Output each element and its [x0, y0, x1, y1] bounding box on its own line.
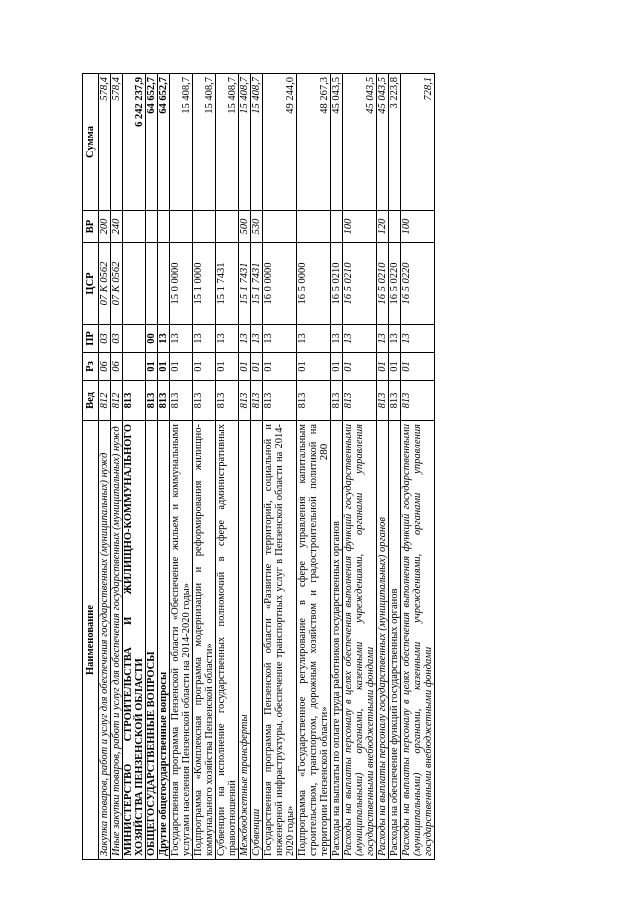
table-row	[343, 74, 377, 860]
cell-ved: 813	[297, 381, 331, 421]
table-row	[331, 74, 343, 860]
cell-csr: 15 1 7431	[216, 243, 239, 325]
cell-rz: 01	[193, 353, 216, 381]
cell-sum: 3 223,8	[389, 74, 401, 211]
table-row	[263, 74, 297, 860]
cell-sum: 6 242 237,9	[123, 74, 146, 211]
cell-csr: 16 5 0220	[389, 243, 401, 325]
table-row	[111, 74, 123, 860]
cell-rz: 06	[111, 353, 123, 381]
cell-ved: 813	[193, 381, 216, 421]
cell-sum: 48 267,3	[297, 74, 331, 211]
header-pr: ПР	[83, 325, 99, 353]
cell-ved: 813	[263, 381, 297, 421]
cell-vr: 500	[239, 211, 251, 243]
table-row	[158, 74, 170, 860]
table-row	[251, 74, 263, 860]
cell-sum: 64 652,7	[146, 74, 158, 211]
cell-vr	[123, 211, 146, 243]
cell-rz: 01	[297, 353, 331, 381]
cell-name: Расходы на обеспечение функций государственных органов	[389, 421, 401, 860]
cell-pr: 00	[146, 325, 158, 353]
cell-vr: 120	[377, 211, 389, 243]
table-row	[193, 74, 216, 860]
page-number: 280	[318, 443, 330, 461]
cell-pr: 13	[251, 325, 263, 353]
cell-sum: 45 043,5	[343, 74, 377, 211]
cell-pr: 13	[263, 325, 297, 353]
cell-pr	[123, 325, 146, 353]
table-row	[99, 74, 111, 860]
cell-pr: 03	[99, 325, 111, 353]
table-header-row	[83, 74, 99, 860]
table-row	[239, 74, 251, 860]
header-ved: Вед	[83, 381, 99, 421]
cell-csr	[146, 243, 158, 325]
cell-ved: 813	[377, 381, 389, 421]
cell-name: Расходы на выплаты персоналу в целях обеспечения выполнения функций государственными (муниципальными) органами, казенными учреждениями, органами управления государственными внебюджетными фондами	[343, 421, 377, 860]
cell-csr: 15 1 7431	[239, 243, 251, 325]
cell-name: Государственная программа Пензенской области «Обеспечение жильем и коммунальными услугами населения Пензенской области на 2014-2020 годы»	[170, 421, 193, 860]
rotated-table-wrapper	[82, 74, 622, 860]
table-row	[389, 74, 401, 860]
cell-sum: 728,1	[401, 74, 435, 211]
cell-name: Расходы на выплаты персоналу государственных (муниципальных) органов	[377, 421, 389, 860]
cell-pr: 13	[239, 325, 251, 353]
cell-sum: 578,4	[111, 74, 123, 211]
cell-rz: 01	[158, 353, 170, 381]
cell-ved: 813	[401, 381, 435, 421]
cell-pr: 13	[170, 325, 193, 353]
cell-pr: 03	[111, 325, 123, 353]
cell-pr: 13	[401, 325, 435, 353]
cell-ved: 813	[146, 381, 158, 421]
cell-csr: 07 К 0562	[111, 243, 123, 325]
table-row	[401, 74, 435, 860]
cell-vr: 100	[343, 211, 377, 243]
cell-rz: 01	[251, 353, 263, 381]
cell-ved: 812	[99, 381, 111, 421]
cell-ved: 813	[216, 381, 239, 421]
cell-ved: 813	[389, 381, 401, 421]
table-row	[216, 74, 239, 860]
cell-csr: 15 1 7431	[251, 243, 263, 325]
cell-ved: 813	[251, 381, 263, 421]
cell-name: Подпрограмма «Государственное регулирование в сфере управления капитальным строительством, транспортом, дорожным хозяйством и градостроительной политикой на территории Пензенской области»	[297, 421, 331, 860]
cell-vr	[146, 211, 158, 243]
cell-csr: 16 5 0210	[377, 243, 389, 325]
cell-pr: 13	[297, 325, 331, 353]
cell-csr	[123, 243, 146, 325]
cell-vr: 240	[111, 211, 123, 243]
cell-csr: 15 0 0000	[170, 243, 193, 325]
cell-csr: 16 5 0210	[331, 243, 343, 325]
cell-vr: 530	[251, 211, 263, 243]
table-row	[377, 74, 389, 860]
cell-rz: 01	[343, 353, 377, 381]
cell-ved: 813	[123, 381, 146, 421]
cell-pr: 13	[216, 325, 239, 353]
cell-pr: 13	[389, 325, 401, 353]
cell-rz: 01	[263, 353, 297, 381]
cell-vr	[170, 211, 193, 243]
cell-rz: 01	[216, 353, 239, 381]
cell-ved: 813	[170, 381, 193, 421]
cell-pr: 13	[193, 325, 216, 353]
cell-name: МИНИСТЕРСТВО СТРОИТЕЛЬСТВА И ЖИЛИЩНО-КОММУНАЛЬНОГО ХОЗЯЙСТВА ПЕНЗЕНСКОЙ ОБЛАСТИ	[123, 421, 146, 860]
cell-sum: 15 408,7	[170, 74, 193, 211]
cell-sum: 64 652,7	[158, 74, 170, 211]
header-csr: ЦСР	[83, 243, 99, 325]
cell-csr: 15 1 0000	[193, 243, 216, 325]
table-row	[146, 74, 158, 860]
cell-name: Межбюджетные трансферты	[239, 421, 251, 860]
table-body	[99, 74, 435, 860]
cell-ved: 813	[331, 381, 343, 421]
header-name: Наименование	[83, 421, 99, 860]
cell-rz: 01	[401, 353, 435, 381]
cell-name: Субвенции на исполнение государственных полномочий в сфере административных правоотношений	[216, 421, 239, 860]
cell-csr: 16 5 0210	[343, 243, 377, 325]
cell-ved: 813	[343, 381, 377, 421]
cell-name: Закупка товаров, работ и услуг для обеспечения государственных (муниципальных) нужд	[99, 421, 111, 860]
cell-rz: 06	[99, 353, 111, 381]
cell-vr	[331, 211, 343, 243]
cell-rz: 01	[331, 353, 343, 381]
cell-csr	[158, 243, 170, 325]
cell-pr: 13	[377, 325, 389, 353]
cell-ved: 813	[239, 381, 251, 421]
cell-pr: 13	[331, 325, 343, 353]
cell-csr: 16 0 0000	[263, 243, 297, 325]
cell-sum: 15 408,7	[193, 74, 216, 211]
cell-vr	[263, 211, 297, 243]
header-rz: Рз	[83, 353, 99, 381]
cell-rz: 01	[239, 353, 251, 381]
cell-vr	[297, 211, 331, 243]
cell-name: Государственная программа Пензенской области «Развитие территорий, социальной и инженерной инфраструктуры, обеспечение транспортных услуг в Пензенской области на 2014-2020 годы»	[263, 421, 297, 860]
cell-pr: 13	[158, 325, 170, 353]
cell-sum: 49 244,0	[263, 74, 297, 211]
cell-name: Расходы на выплаты персоналу в целях обеспечения выполнения функций государственными (муниципальными) органами, казенными учреждениями, органами управления государственными внебюджетными фондами	[401, 421, 435, 860]
cell-vr	[216, 211, 239, 243]
cell-sum: 45 043,5	[377, 74, 389, 211]
header-sum: Сумма	[83, 74, 99, 211]
cell-vr	[158, 211, 170, 243]
cell-sum: 15 408,7	[251, 74, 263, 211]
cell-rz: 01	[377, 353, 389, 381]
cell-sum: 15 408,7	[239, 74, 251, 211]
cell-name: Субвенции	[251, 421, 263, 860]
cell-name: Иные закупки товаров, работ и услуг для обеспечения государственных (муниципальных) нужд	[111, 421, 123, 860]
cell-sum: 578,4	[99, 74, 111, 211]
cell-rz: 01	[146, 353, 158, 381]
table-row	[297, 74, 331, 860]
budget-table	[82, 73, 435, 860]
cell-vr	[193, 211, 216, 243]
cell-pr: 13	[343, 325, 377, 353]
cell-rz: 01	[170, 353, 193, 381]
cell-vr: 200	[99, 211, 111, 243]
cell-csr: 16 5 0000	[297, 243, 331, 325]
cell-ved: 812	[111, 381, 123, 421]
cell-rz: 01	[389, 353, 401, 381]
cell-sum: 15 408,7	[216, 74, 239, 211]
cell-rz	[123, 353, 146, 381]
cell-vr: 100	[401, 211, 435, 243]
cell-vr	[389, 211, 401, 243]
cell-sum: 45 043,5	[331, 74, 343, 211]
cell-name: Расходы на выплаты по оплате труда работников государственных органов	[331, 421, 343, 860]
cell-ved: 813	[158, 381, 170, 421]
table-row	[123, 74, 146, 860]
cell-csr: 07 К 0562	[99, 243, 111, 325]
header-vr: ВР	[83, 211, 99, 243]
table-row	[170, 74, 193, 860]
cell-name: Другие общегосударственные вопросы	[158, 421, 170, 860]
cell-csr: 16 5 0220	[401, 243, 435, 325]
cell-name: Подпрограмма «Комплексная программа модернизации и реформирования жилищно-коммунального хозяйства Пензенской области»	[193, 421, 216, 860]
cell-name: ОБЩЕГОСУДАРСТВЕННЫЕ ВОПРОСЫ	[146, 421, 158, 860]
